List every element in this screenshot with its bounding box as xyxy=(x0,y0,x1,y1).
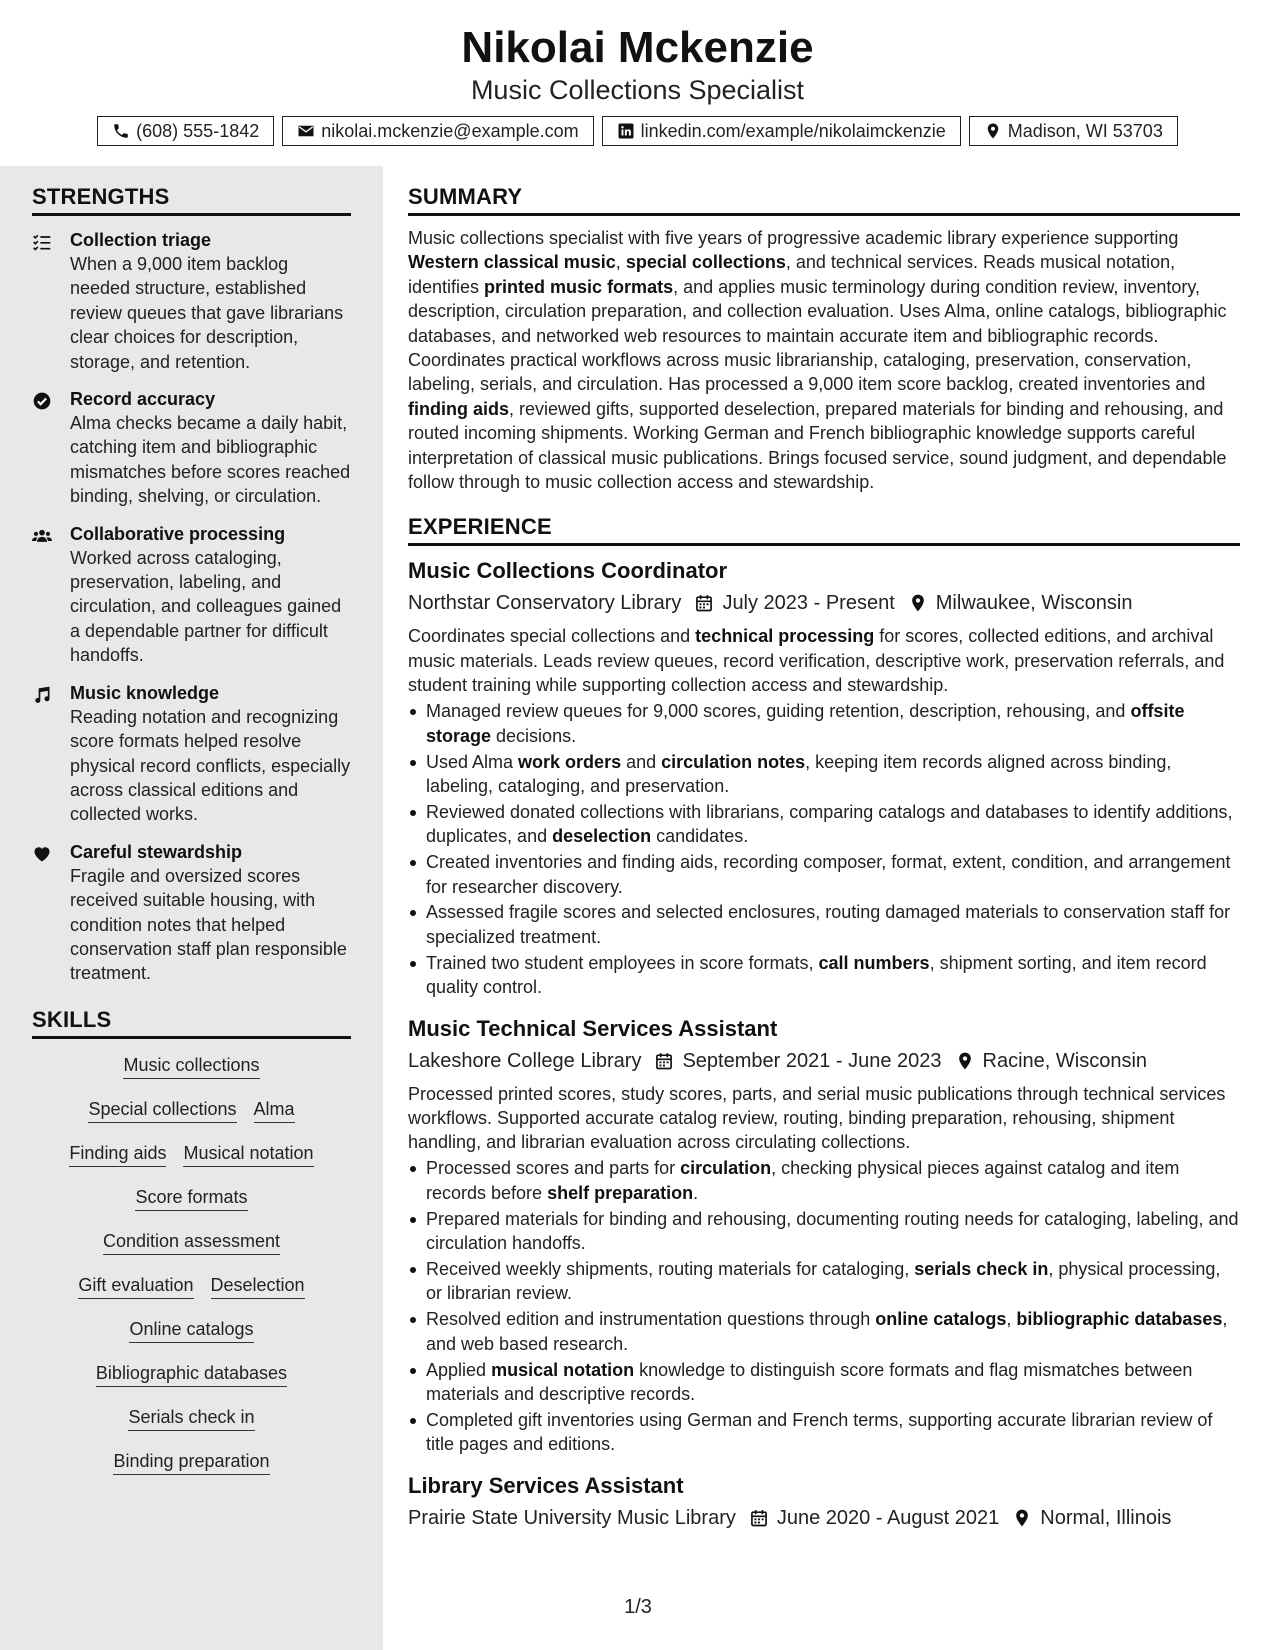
skills-heading: SKILLS xyxy=(32,999,351,1039)
job-organization: Northstar Conservatory Library xyxy=(408,592,682,615)
main-content xyxy=(408,166,1240,1533)
bullet-item: Applied musical notation knowledge to distinguish score formats and flag mismatches between materials and descriptive records. xyxy=(408,1358,1240,1407)
strength-item xyxy=(32,681,351,827)
job-entry xyxy=(408,1014,1240,1457)
bullet-item: Assessed fragile scores and selected enclosures, routing damaged materials to conservation staff for specialized treatment. xyxy=(408,900,1240,949)
sidebar xyxy=(0,166,383,1650)
contact-email-text: nikolai.mckenzie@example.com xyxy=(321,120,579,141)
skill-row xyxy=(103,1229,280,1255)
bold-phrase: musical notation xyxy=(491,1359,635,1380)
job-location: Normal, Illinois xyxy=(1040,1506,1172,1529)
job-organization: Prairie State University Music Library xyxy=(408,1506,736,1529)
strength-desc: Reading notation and recognizing score formats helped resolve physical record conflicts, especially across classical editions and collected works. xyxy=(70,706,351,825)
skill-row xyxy=(128,1405,254,1431)
calendar-icon xyxy=(681,593,722,613)
strength-item xyxy=(32,840,351,986)
calendar-icon xyxy=(736,1508,777,1528)
skill-tag: Binding preparation xyxy=(113,1449,269,1475)
check-circle-icon xyxy=(32,387,70,509)
skill-tag: Score formats xyxy=(135,1185,247,1211)
heart-icon xyxy=(32,840,70,986)
skill-tag: Special collections xyxy=(88,1097,236,1123)
music-note-icon xyxy=(32,681,70,827)
bold-phrase: printed music formats xyxy=(484,276,674,297)
bold-phrase: offsite storage xyxy=(426,701,1185,746)
job-bullets xyxy=(408,1156,1240,1456)
job-dates: September 2021 - June 2023 xyxy=(682,1049,942,1072)
map-pin-icon xyxy=(999,1508,1040,1528)
strength-item xyxy=(32,522,351,668)
contact-linkedin[interactable] xyxy=(602,116,961,146)
checklist-icon xyxy=(32,228,70,374)
contact-phone[interactable] xyxy=(97,116,274,146)
strength-title: Music knowledge xyxy=(70,682,220,703)
experience-heading: EXPERIENCE xyxy=(408,494,1240,546)
bullet-item: Used Alma work orders and circulation notes, keeping item records aligned across binding, labeling, cataloging, and preservation. xyxy=(408,750,1240,799)
job-description: Coordinates special collections and technical processing for scores, collected editions, and archival music materials. Leads review queues, record verification, descriptive work, preservation referrals, and student training while supporting collection access and stewardship. xyxy=(408,626,1225,696)
skill-row xyxy=(88,1097,294,1123)
bullet-item: Trained two student employees in score formats, call numbers, shipment sorting, and item record quality control. xyxy=(408,951,1240,1000)
resume-header xyxy=(0,22,1275,146)
bold-phrase: call numbers xyxy=(818,952,930,973)
skill-tag: Musical notation xyxy=(183,1141,313,1167)
job-dates: June 2020 - August 2021 xyxy=(776,1506,1000,1529)
bold-phrase: circulation notes xyxy=(661,751,806,772)
job-entry xyxy=(408,556,1240,999)
bullet-item: Prepared materials for binding and rehousing, documenting routing needs for cataloging, labeling, and circulation handoffs. xyxy=(408,1207,1240,1256)
strength-title: Record accuracy xyxy=(70,389,216,410)
bold-phrase: circulation xyxy=(680,1158,772,1179)
skill-tag: Gift evaluation xyxy=(78,1273,193,1299)
skill-row xyxy=(129,1317,253,1343)
strength-desc: When a 9,000 item backlog needed structure, established review queues that gave librarians clear choices for description, storage, and retention. xyxy=(70,254,344,372)
job-location: Milwaukee, Wisconsin xyxy=(935,592,1133,615)
calendar-icon xyxy=(641,1051,682,1071)
bold-phrase: finding aids xyxy=(408,398,509,419)
skill-tag: Bibliographic databases xyxy=(96,1361,287,1387)
strength-title: Collaborative processing xyxy=(70,523,286,544)
bold-phrase: technical processing xyxy=(695,626,875,647)
bullet-item: Managed review queues for 9,000 scores, guiding retention, description, rehousing, and offsite storage decisions. xyxy=(408,699,1240,748)
bullet-item: Processed scores and parts for circulation, checking physical pieces against catalog and item records before shelf preparation. xyxy=(408,1156,1240,1205)
job-meta xyxy=(408,1046,1240,1076)
job-title: Music Collections Coordinator xyxy=(408,558,728,584)
skill-row xyxy=(123,1053,259,1079)
strength-title: Collection triage xyxy=(70,230,212,250)
contact-location[interactable] xyxy=(969,116,1178,146)
skill-tag: Deselection xyxy=(211,1273,305,1299)
job-organization: Lakeshore College Library xyxy=(408,1049,642,1072)
skill-tag: Alma xyxy=(254,1097,295,1123)
skill-tag: Condition assessment xyxy=(103,1229,280,1255)
strengths-list xyxy=(32,228,351,986)
map-pin-icon xyxy=(984,122,1002,140)
job-meta xyxy=(408,1503,1240,1533)
bullet-item: Resolved edition and instrumentation questions through online catalogs, bibliographic databases, and web based research. xyxy=(408,1307,1240,1356)
users-icon xyxy=(32,522,70,668)
bold-phrase: online catalogs xyxy=(875,1309,1007,1330)
contact-phone-text: (608) 555-1842 xyxy=(136,120,260,141)
bullet-item: Created inventories and finding aids, recording composer, format, extent, condition, and arrangement for researcher discovery. xyxy=(408,850,1240,899)
contact-linkedin-text: linkedin.com/example/nikolaimckenzie xyxy=(640,120,946,141)
strength-item xyxy=(32,228,351,374)
strength-desc: Fragile and oversized scores received suitable housing, with condition notes that helped conservation staff plan responsible treatment. xyxy=(70,865,347,984)
bold-phrase: special collections xyxy=(625,252,786,273)
strength-item xyxy=(32,387,351,509)
phone-icon xyxy=(112,122,130,140)
strength-desc: Alma checks became a daily habit, catching item and bibliographic mismatches before scores reached binding, shelving, or circulation. xyxy=(70,413,351,507)
job-dates: July 2023 - Present xyxy=(722,592,895,615)
candidate-title: Music Collections Specialist xyxy=(470,75,805,105)
summary-heading: SUMMARY xyxy=(408,166,1240,216)
contact-location-text: Madison, WI 53703 xyxy=(1007,120,1163,141)
linkedin-icon xyxy=(617,122,635,140)
bullet-item: Reviewed donated collections with librarians, comparing catalogs and databases to identify additions, duplicates, and deselection candidates. xyxy=(408,800,1240,849)
skill-row xyxy=(96,1361,287,1387)
summary-text: Music collections specialist with five years of progressive academic library experience supporting Western classical music, special collections, and technical services. Reads musical notation, identifies printed music formats, and applies music terminology during condition review, inventory, description, circulation preparation, and collection evaluation. Uses Alma, online catalogs, bibliographic databases, and networked web resources to maintain accurate item and bibliographic records. Coordinates practical workflows across music librarianship, cataloging, preservation, conservation, labeling, serials, and circulation. Has processed a 9,000 item score backlog, created inventories and finding aids, reviewed gifts, supported deselection, prepared materials for binding and rehousing, and routed incoming shipments. Working German and French bibliographic knowledge supports careful interpretation of classical music publications. Brings focused service, sound judgment, and dependable follow through to music collection access and stewardship. xyxy=(408,228,1227,493)
bullet-item: Received weekly shipments, routing materials for cataloging, serials check in, physical processing, or librarian review. xyxy=(408,1257,1240,1306)
strength-title: Careful stewardship xyxy=(70,841,243,862)
contact-bar xyxy=(0,116,1275,146)
experience-list xyxy=(408,556,1240,1532)
contact-email[interactable] xyxy=(282,116,593,146)
job-title: Library Services Assistant xyxy=(408,1472,684,1498)
bold-phrase: Western classical music xyxy=(408,252,616,273)
bold-phrase: work orders xyxy=(518,751,622,772)
skill-row xyxy=(69,1141,313,1167)
job-bullets xyxy=(408,699,1240,999)
job-entry xyxy=(408,1471,1240,1533)
strength-desc: Worked across cataloging, preservation, labeling, and circulation, and colleagues gained a dependable partner for difficult handoffs. xyxy=(70,547,342,666)
skills-list xyxy=(32,1053,351,1493)
bold-phrase: deselection xyxy=(552,826,652,847)
bold-phrase: serials check in xyxy=(914,1258,1049,1279)
job-title: Music Technical Services Assistant xyxy=(408,1015,778,1041)
bold-phrase: shelf preparation xyxy=(547,1182,694,1203)
map-pin-icon xyxy=(942,1051,983,1071)
envelope-icon xyxy=(297,122,315,140)
job-description: Processed printed scores, study scores, parts, and serial music publications through technical services workflows. Supported accurate catalog review, routing, binding preparation, rehousing, shipment handling, and librarian evaluation across circulating collections. xyxy=(408,1083,1226,1153)
map-pin-icon xyxy=(895,593,936,613)
skill-tag: Online catalogs xyxy=(129,1317,253,1343)
skill-tag: Music collections xyxy=(123,1053,259,1079)
job-location: Racine, Wisconsin xyxy=(982,1049,1148,1072)
strengths-heading: STRENGTHS xyxy=(32,166,351,216)
job-meta xyxy=(408,588,1240,618)
skill-row xyxy=(135,1185,247,1211)
skill-row xyxy=(78,1273,304,1299)
bullet-item: Completed gift inventories using German and French terms, supporting accurate librarian review of title pages and editions. xyxy=(408,1408,1240,1457)
skill-row xyxy=(113,1449,269,1475)
page-number: 1/3 xyxy=(624,1596,652,1618)
skill-tag: Serials check in xyxy=(128,1405,254,1431)
candidate-name: Nikolai Mckenzie xyxy=(461,23,814,72)
skill-tag: Finding aids xyxy=(69,1141,166,1167)
bold-phrase: bibliographic databases xyxy=(1016,1309,1223,1330)
